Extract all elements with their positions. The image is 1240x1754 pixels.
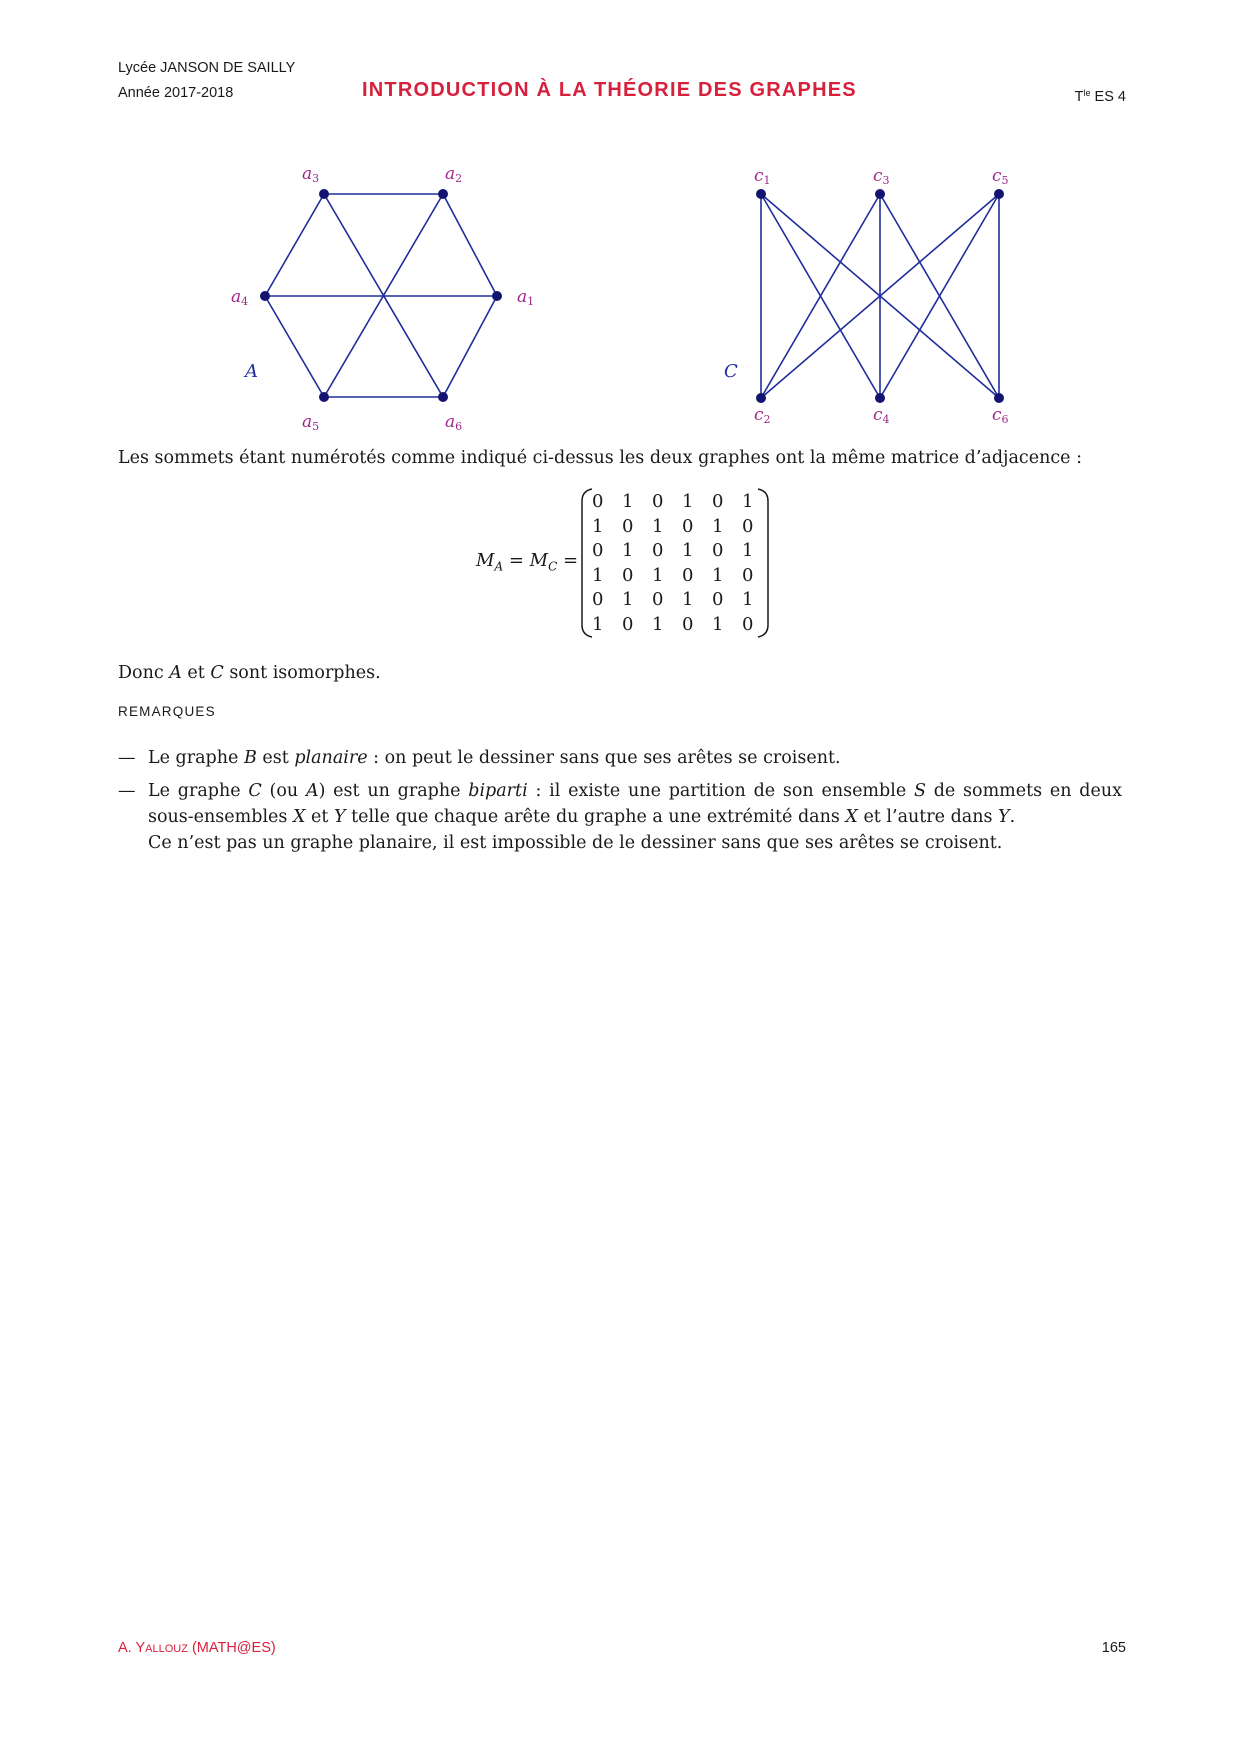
remark-item: [118, 778, 1122, 856]
vertex-a3: [319, 189, 329, 199]
vertex-a2: [438, 189, 448, 199]
matrix-cell: 0: [592, 540, 604, 561]
matrix-cell: 1: [652, 515, 664, 537]
matrix-cell: 0: [682, 564, 694, 586]
matrix-cell: 0: [622, 515, 634, 537]
graph-A-name: A: [245, 361, 258, 382]
matrix-cell: 0: [652, 589, 664, 610]
vertex-label-c6: c6: [992, 405, 1009, 426]
matrix-cell: 0: [712, 540, 724, 561]
vertex-a4: [260, 291, 270, 301]
footer-author: A. YALLOUZ (MATH@ES): [118, 1640, 276, 1656]
remark-dash: —: [118, 748, 136, 768]
edge-a6-a1: [443, 296, 497, 397]
vertex-label-c3: c3: [873, 166, 890, 187]
vertex-label-c1: c1: [754, 166, 771, 187]
matrix-cell: 1: [742, 540, 754, 561]
vertex-c5: [994, 189, 1004, 199]
vertex-c1: [756, 189, 766, 199]
matrix-equation-lhs: $M_A = M_C$ =: [476, 550, 579, 574]
page-title: INTRODUCTION À LA THÉORIE DES GRAPHES: [362, 79, 857, 101]
matrix-grid: [592, 491, 772, 638]
vertex-a6: [438, 392, 448, 402]
matrix-cell: 1: [682, 491, 694, 512]
matrix-cell: 0: [652, 540, 664, 561]
matrix-cell: 0: [742, 564, 754, 586]
matrix-cell: 1: [742, 491, 754, 512]
graph-C: [724, 166, 1009, 426]
graph-A: [231, 164, 534, 433]
matrix-cell: 1: [592, 613, 604, 635]
matrix-cell: 1: [592, 564, 604, 586]
matrix-cell: 0: [682, 613, 694, 635]
class-sup: le: [1083, 88, 1091, 98]
graph-C-name: C: [724, 361, 738, 382]
remark-dash: —: [118, 781, 136, 801]
adjacency-matrix: [476, 487, 776, 637]
vertex-label-c5: c5: [992, 166, 1009, 187]
matrix-cell: 0: [742, 515, 754, 537]
matrix-cell: 1: [682, 540, 694, 561]
class-rest: ES 4: [1090, 89, 1126, 105]
matrix-cell: 1: [622, 540, 634, 561]
matrix-cell: 0: [742, 613, 754, 635]
vertex-c6: [994, 393, 1004, 403]
matrix-cell: 0: [622, 613, 634, 635]
vertex-label-a5: a5: [302, 412, 320, 433]
remarks-heading: REMARQUES: [118, 704, 216, 719]
vertex-label-a6: a6: [445, 412, 463, 433]
vertex-c4: [875, 393, 885, 403]
remark-text: Le graphe B est planaire : on peut le dessiner sans que ses arêtes se croisent.: [148, 748, 841, 768]
matrix-cell: 1: [712, 515, 724, 537]
class-main: T: [1074, 89, 1084, 105]
remark-item: [118, 745, 1122, 771]
remark-text: Le graphe C (ou A) est un graphe biparti : il existe une partition de son ensemble S de sommets en deux sous-ensembles X et Y telle que chaque arête du graphe a une extrémité dans X et l’autre dans Y. Ce n’est pas un graphe planaire, il est impossible de le dessiner sans que ses arêtes se croisent.: [148, 781, 1123, 853]
matrix-cell: 1: [652, 613, 664, 635]
vertex-label-a1: a1: [517, 287, 535, 308]
matrix-cell: 1: [712, 564, 724, 586]
vertex-a1: [492, 291, 502, 301]
intro-paragraph: Les sommets étant numérotés comme indiqué ci-dessus les deux graphes ont la même matrice d’adjacence :: [118, 448, 1082, 468]
vertex-c2: [756, 393, 766, 403]
matrix-cell: 1: [622, 589, 634, 610]
matrix-right-paren: [756, 487, 770, 639]
vertex-label-a2: a2: [445, 164, 463, 185]
vertex-label-c2: c2: [754, 405, 771, 426]
matrix-cell: 0: [592, 589, 604, 610]
vertex-a5: [319, 392, 329, 402]
vertex-c3: [875, 189, 885, 199]
header-year: Année 2017-2018: [118, 85, 234, 101]
matrix-cell: 1: [652, 564, 664, 586]
page-number: 165: [1101, 1640, 1126, 1656]
edge-a1-a2: [443, 194, 497, 296]
matrix-cell: 0: [682, 515, 694, 537]
matrix-cell: 0: [712, 491, 724, 512]
matrix-cell: 0: [592, 491, 604, 512]
matrix-cell: 0: [652, 491, 664, 512]
graphs-figure: [0, 0, 1240, 440]
matrix-cell: 0: [712, 589, 724, 610]
remark-text-line2: Ce n’est pas un graphe planaire, il est impossible de le dessiner sans que ses arêtes se croisent.: [148, 833, 1003, 853]
matrix-cell: 1: [592, 515, 604, 537]
matrix-cell: 1: [682, 589, 694, 610]
matrix-cell: 1: [712, 613, 724, 635]
edge-a4-a5: [265, 296, 324, 397]
header-school: Lycée JANSON DE SAILLY: [118, 60, 296, 76]
vertex-label-c4: c4: [873, 405, 890, 426]
edge-a3-a4: [265, 194, 324, 296]
vertex-label-a3: a3: [302, 164, 320, 185]
matrix-cell: 0: [622, 564, 634, 586]
matrix-cell: 1: [622, 491, 634, 512]
conclusion-paragraph: Donc A et C sont isomorphes.: [118, 663, 381, 683]
vertex-label-a4: a4: [231, 287, 249, 308]
matrix-cell: 1: [742, 589, 754, 610]
